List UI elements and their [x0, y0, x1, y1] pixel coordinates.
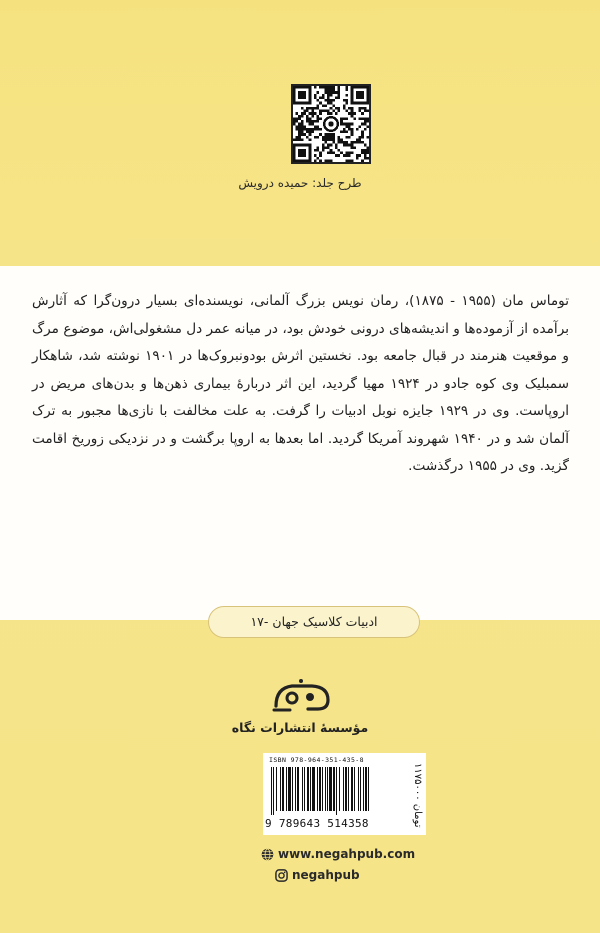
- instagram-text: negahpub: [292, 868, 360, 882]
- author-blurb: توماس مان (۱۹۵۵ - ۱۸۷۵)، رمان نویس بزرگ آلمانی، نویسنده‌ای بسیار درون‌گرا که آثارش برآمده از آزموده‌ها و اندیشه‌های درونی خودش بود، در میانه عمر دل مشغولی‌اش، موضوع مرگ و موقعیت هنرمند در قبال جامعه بود. نخستین اثرش بودونبروک‌ها در ۱۹۰۱ نوشته شد، شاهکار سمبلیک وی کوه جادو در ۱۹۲۴ مهیا گردید، این اثر دربارهٔ بیماری ذهن‌ها و بدن‌های مریض در اروپاست. وی در ۱۹۲۹ جایزه نوبل ادبیات را گرفت. به علت مخالفت با نازی‌ها مجبور به ترک آلمان شد و در ۱۹۴۰ شهروند آمریکا گردید. اما بعدها به اروپا برگشت و در نزدیکی زوریخ اقامت گزید. وی در ۱۹۵۵ درگذشت.: [32, 293, 569, 474]
- negah-logo-icon: [268, 676, 336, 716]
- ean-number: 9 789643 514358: [265, 817, 369, 830]
- qr-code-graphic: [293, 86, 369, 162]
- series-label: ادبیات کلاسیک جهان -۱۷: [208, 606, 420, 638]
- website-link[interactable]: [261, 846, 415, 862]
- barcode-icon: [269, 767, 403, 815]
- globe-icon: [261, 848, 274, 861]
- instagram-link[interactable]: [275, 867, 360, 883]
- qr-code-icon[interactable]: [291, 84, 371, 164]
- publisher-name: مؤسسهٔ انتشارات نگاه: [231, 720, 369, 735]
- cover-designer-credit: طرح جلد: حمیده درویش: [238, 176, 362, 190]
- price-label: ۱۱۷۵۰۰۰ تومان: [412, 762, 423, 828]
- barcode-panel: [263, 753, 426, 835]
- website-text: www.negahpub.com: [278, 847, 416, 861]
- instagram-icon: [275, 869, 288, 882]
- isbn-text: ISBN 978-964-351-435-8: [269, 756, 364, 764]
